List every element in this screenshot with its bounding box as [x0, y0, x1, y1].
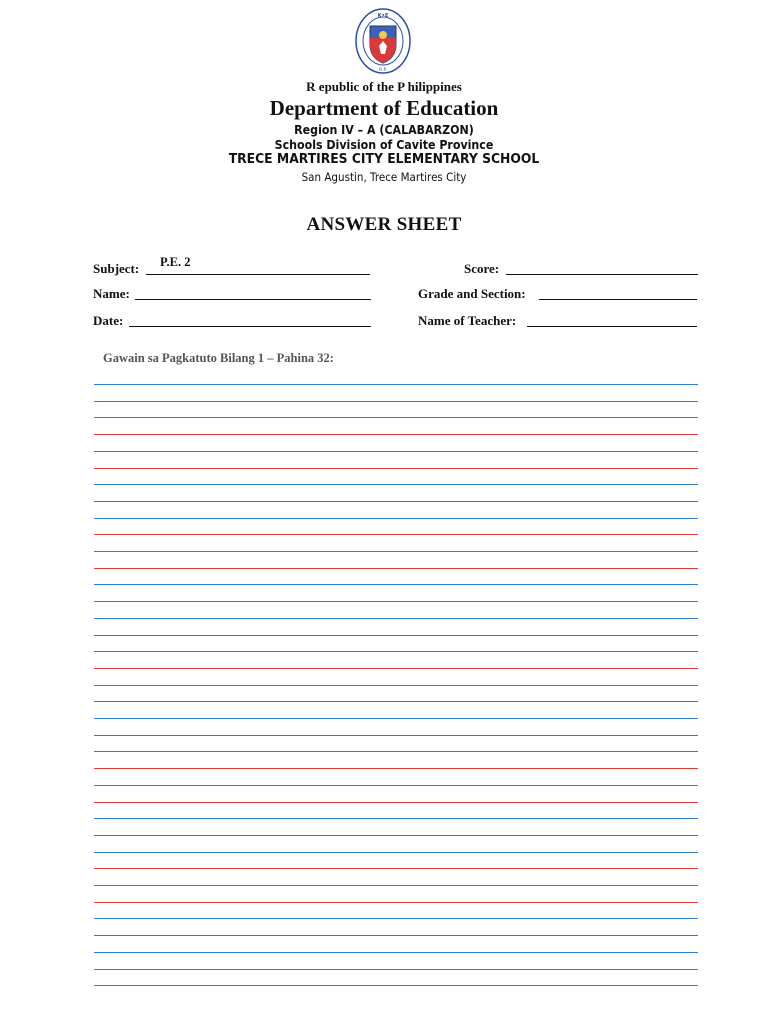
writing-line[interactable]: [94, 384, 698, 385]
writing-line[interactable]: [94, 534, 698, 535]
score-label: Score:: [464, 261, 500, 276]
writing-line[interactable]: [94, 818, 698, 819]
school-address: San Agustin, Trece Martires City: [301, 170, 467, 184]
writing-line[interactable]: [94, 417, 698, 418]
writing-line[interactable]: [94, 718, 698, 719]
writing-line[interactable]: [94, 701, 698, 702]
writing-lines[interactable]: [94, 378, 698, 998]
writing-line[interactable]: [94, 902, 698, 903]
writing-line[interactable]: [94, 685, 698, 686]
republic-line: R epublic of the P hilippines: [306, 79, 462, 94]
writing-line[interactable]: [94, 501, 698, 502]
subject-label: Subject:: [93, 261, 140, 276]
writing-line[interactable]: [94, 985, 698, 986]
writing-line[interactable]: [94, 601, 698, 602]
subject-value[interactable]: P.E. 2: [160, 255, 191, 269]
writing-line[interactable]: [94, 935, 698, 936]
teacher-label: Name of Teacher:: [418, 313, 517, 328]
deped-seal-icon: [355, 8, 411, 74]
name-line[interactable]: [135, 299, 371, 300]
writing-line[interactable]: [94, 768, 698, 769]
date-label: Date:: [93, 313, 124, 328]
writing-line[interactable]: [94, 885, 698, 886]
writing-line[interactable]: [94, 868, 698, 869]
writing-line[interactable]: [94, 835, 698, 836]
writing-line[interactable]: [94, 618, 698, 619]
writing-line[interactable]: [94, 484, 698, 485]
writing-line[interactable]: [94, 952, 698, 953]
writing-line[interactable]: [94, 468, 698, 469]
writing-line[interactable]: [94, 969, 698, 970]
grade-section-line[interactable]: [539, 299, 697, 300]
subject-line[interactable]: [146, 274, 370, 275]
date-line[interactable]: [129, 326, 371, 327]
grade-section-label: Grade and Section:: [418, 286, 526, 301]
writing-line[interactable]: [94, 802, 698, 803]
name-label: Name:: [93, 286, 130, 301]
writing-line[interactable]: [94, 451, 698, 452]
writing-line[interactable]: [94, 568, 698, 569]
division-line: Schools Division of Cavite Province: [274, 138, 494, 152]
teacher-line[interactable]: [527, 326, 697, 327]
school-name: TRECE MARTIRES CITY ELEMENTARY SCHOOL: [228, 152, 540, 167]
writing-line[interactable]: [94, 668, 698, 669]
writing-line[interactable]: [94, 785, 698, 786]
department-title: Department of Education: [269, 96, 499, 120]
writing-line[interactable]: [94, 401, 698, 402]
writing-line[interactable]: [94, 852, 698, 853]
writing-line[interactable]: [94, 584, 698, 585]
svg-text:R.P.: R.P.: [379, 68, 387, 73]
writing-line[interactable]: [94, 518, 698, 519]
activity-heading: Gawain sa Pagkatuto Bilang 1 – Pahina 32:: [103, 351, 334, 365]
writing-line[interactable]: [94, 551, 698, 552]
writing-line[interactable]: [94, 735, 698, 736]
writing-line[interactable]: [94, 651, 698, 652]
writing-line[interactable]: [94, 635, 698, 636]
region-line: Region IV – A (CALABARZON): [294, 123, 474, 137]
page-title: ANSWER SHEET: [306, 214, 462, 235]
svg-text:K•E: K•E: [377, 13, 389, 19]
score-line[interactable]: [506, 274, 698, 275]
writing-line[interactable]: [94, 434, 698, 435]
writing-line[interactable]: [94, 751, 698, 752]
writing-line[interactable]: [94, 918, 698, 919]
